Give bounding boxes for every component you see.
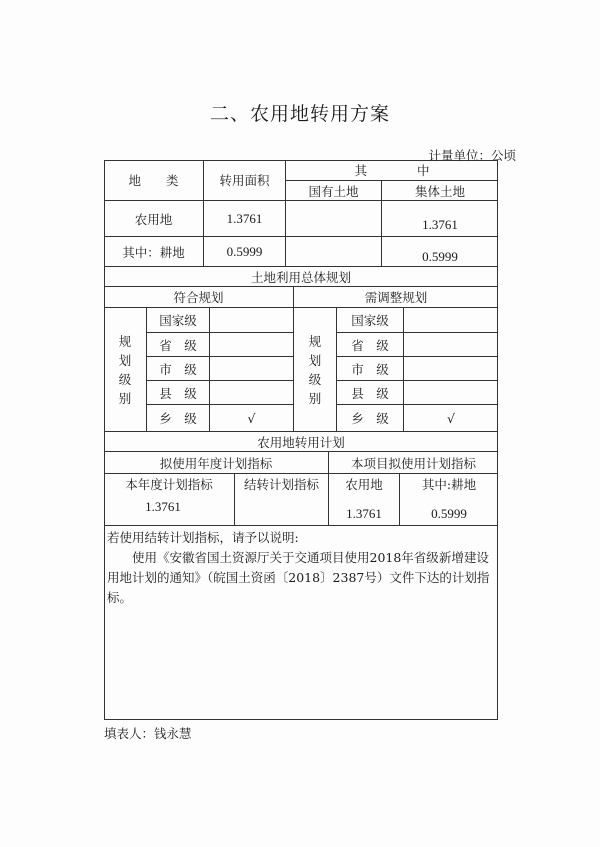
- form-filler: 填表人：钱永慧: [104, 726, 192, 741]
- conform-level-township: 乡 级: [159, 411, 197, 426]
- farmland-header: 农用地: [345, 477, 383, 492]
- adjust-level-county: 县 级: [351, 385, 389, 401]
- row-farmland-collective: 1.3761: [422, 216, 458, 232]
- conform-mark-national: [210, 308, 293, 332]
- measurement-unit: 计量单位：公顷: [428, 148, 516, 163]
- general-plan-title: 土地利用总体规划: [250, 269, 351, 285]
- note-prompt: 若使用结转计划指标，请予以说明:: [107, 530, 299, 545]
- row-cultivated-label: 其中：耕地: [122, 244, 185, 260]
- adjust-level-city: 市 级: [351, 361, 389, 377]
- header-collective-land: 集体土地: [414, 183, 465, 199]
- conform-level-city: 市 级: [159, 361, 197, 377]
- adjust-mark-province: [404, 333, 498, 356]
- conversion-plan-table: [104, 160, 498, 720]
- annual-plan-header: 本年度计划指标: [125, 477, 213, 492]
- header-among: 其 中: [354, 163, 430, 178]
- level-label-char: 划: [118, 352, 132, 368]
- conform-plan-header: 符合规划: [173, 290, 224, 305]
- row-cultivated-area: 0.5999: [226, 243, 263, 259]
- level-label-char: 规: [118, 333, 132, 349]
- header-area: 转用面积: [219, 173, 270, 188]
- level-label-char: 级: [118, 371, 132, 387]
- cultivated-header: 其中:耕地: [421, 477, 477, 492]
- adjust-mark-county: [404, 381, 498, 404]
- row-farmland-area: 1.3761: [226, 210, 263, 226]
- adjust-level-label: [294, 308, 336, 431]
- cultivated-value: 0.5999: [431, 506, 467, 521]
- header-land-type: 地 类: [128, 173, 179, 188]
- adjust-level-province: 省 级: [351, 337, 389, 353]
- row-cultivated-collective: 0.5999: [422, 248, 458, 264]
- conform-level-label: [104, 308, 146, 431]
- row-farmland-label: 农用地: [134, 211, 173, 227]
- annual-plan-value: 1.3761: [145, 499, 181, 514]
- conform-mark-county: [210, 381, 293, 404]
- carryover-plan-header: 结转计划指标: [243, 477, 319, 492]
- conform-mark-province: [210, 333, 293, 356]
- adjust-level-national: 国家级: [351, 313, 389, 328]
- project-indicator-header: 本项目拟使用计划指标: [350, 455, 476, 471]
- conform-level-national: 国家级: [159, 313, 197, 328]
- carryover-note: [107, 528, 493, 608]
- conform-mark-township: √: [247, 410, 256, 426]
- conform-level-county: 县 级: [159, 385, 197, 401]
- adjust-mark-national: [404, 308, 498, 332]
- header-state-land: 国有土地: [308, 183, 359, 199]
- adjust-mark-township: √: [447, 410, 455, 426]
- proposed-annual-header: 拟使用年度计划指标: [159, 455, 273, 471]
- level-label-char: 级: [308, 371, 322, 387]
- conversion-plan-title: 农用地转用计划: [257, 434, 345, 450]
- adjust-level-township: 乡 级: [351, 411, 389, 426]
- note-text: 使用《安徽省国土资源厅关于交通项目使用2018年省级新增建设用地计划的通知》（皖国土资函〔2018〕2387号）文件下达的计划指标。: [107, 550, 490, 605]
- row-cultivated-state: [286, 237, 381, 266]
- level-label-char: 别: [308, 390, 322, 406]
- conform-mark-city: [210, 357, 293, 380]
- row-farmland-state: [286, 201, 381, 236]
- page-title: 二、农用地转用方案: [209, 103, 390, 125]
- carryover-plan-value: [235, 496, 328, 518]
- conform-level-province: 省 级: [159, 337, 197, 353]
- adjust-plan-header: 需调整规划: [364, 290, 428, 305]
- farmland-value: 1.3761: [346, 506, 382, 521]
- level-label-char: 划: [308, 352, 322, 368]
- level-label-char: 别: [118, 390, 132, 406]
- adjust-mark-city: [404, 357, 498, 380]
- level-label-char: 规: [308, 333, 322, 349]
